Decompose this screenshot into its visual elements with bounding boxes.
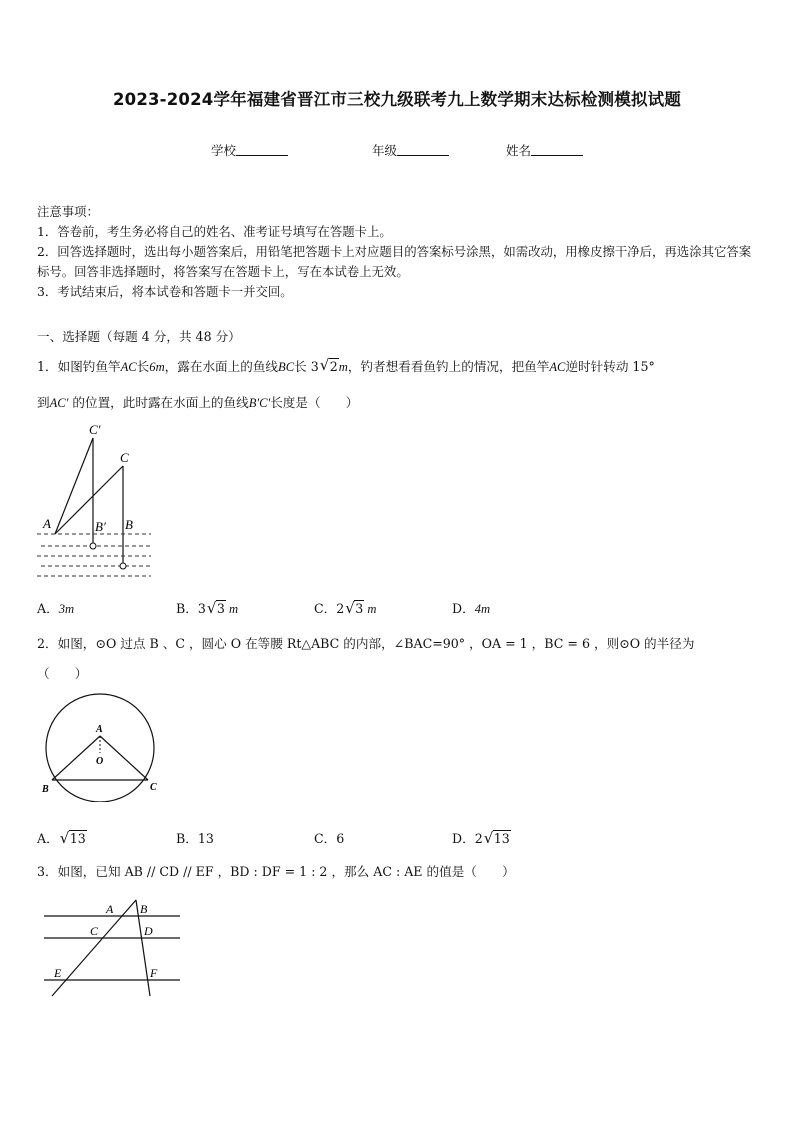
label-e: E — [54, 966, 62, 980]
label-a: A — [43, 516, 51, 531]
question-number: 3． — [37, 864, 58, 879]
notice-item: 3．考试结束后，将本试卷和答题卡一并交回。 — [37, 284, 293, 299]
name-field — [506, 141, 583, 159]
q2-option-c[interactable] — [314, 828, 344, 847]
notice-heading: 注意事项： — [37, 204, 99, 219]
q1-var-bc: BC — [278, 360, 295, 374]
q2-figure — [38, 690, 164, 802]
section-heading: 一、选择题（每题 4 分，共 48 分） — [37, 329, 241, 344]
q1-option-d[interactable] — [452, 598, 490, 617]
question-3 — [37, 862, 759, 882]
hook-circle — [120, 563, 126, 569]
question-number: 1． — [37, 359, 58, 374]
exam-title: 2023-2024学年福建省晋江市三校九级联考九上数学期末达标检测模拟试题 — [112, 90, 682, 109]
label-b-prime: B′ — [95, 519, 106, 534]
q2-option-a[interactable] — [37, 828, 87, 847]
label-b: B — [125, 517, 133, 532]
q3-figure — [40, 898, 185, 998]
grade-blank — [397, 143, 449, 156]
option-label: C． — [314, 601, 337, 616]
school-blank — [236, 143, 288, 156]
segment-ac — [100, 736, 148, 780]
option-label: B． — [176, 601, 198, 616]
option-label: A． — [37, 601, 59, 616]
q1-text: 逆时针转动 15° — [565, 359, 655, 374]
option-label: D． — [452, 831, 475, 846]
option-value: 13 — [197, 831, 214, 846]
label-b: B — [140, 902, 148, 916]
q3-text: 如图，已知 AB // CD // EF ，BD : DF = 1 : 2 ，那么 AC : AE 的值是（ ） — [57, 864, 515, 879]
label-a: A — [106, 902, 114, 916]
option-value: 4m — [474, 602, 491, 616]
q2-text: 如图，⊙O 过点 B 、C ，圆心 O 在等腰 Rt△ABC 的内部，∠BAC=90° ，OA = 1 ，BC = 6 ，则⊙O 的半径为 — [57, 636, 695, 651]
option-label: A． — [37, 831, 59, 846]
option-sqrt: √ 13 — [483, 829, 510, 847]
label-c: C — [90, 924, 99, 938]
q1-text: 的位置，此时露在水面上的鱼线 — [68, 395, 249, 410]
q1-text: 长 — [136, 359, 150, 374]
option-sqrt-value: 13 — [69, 831, 86, 846]
transversal-ae — [52, 900, 136, 996]
label-c: C — [120, 450, 129, 465]
grade-field — [372, 141, 449, 159]
school-field — [211, 141, 288, 159]
label-c-prime: C′ — [89, 422, 101, 437]
hook-circle — [90, 543, 96, 549]
q1-option-b[interactable] — [176, 598, 238, 617]
q2-paren: （ ） — [37, 666, 88, 681]
q1-text: ，露在水面上的鱼线 — [164, 359, 279, 374]
q1-text: ，钓者想看看鱼钓上的情况，把鱼竿 — [347, 359, 550, 374]
q1-text: 长 3 — [294, 359, 319, 374]
option-sqrt: √ 3 — [206, 599, 225, 617]
option-sqrt-value: 3 — [216, 601, 225, 616]
option-sqrt: √ 13 — [59, 829, 86, 847]
q2-option-d[interactable] — [452, 828, 511, 847]
q1-figure — [35, 420, 165, 580]
notice-item: 1．答卷前，考生务必将自己的姓名、准考证号填写在答题卡上。 — [37, 224, 392, 239]
q1-text: 到 — [37, 395, 50, 410]
q2-option-b[interactable] — [176, 828, 214, 847]
rod-ac — [55, 466, 123, 534]
option-label: C． — [314, 831, 337, 846]
notice-block — [37, 202, 759, 302]
option-coef: 2 — [474, 831, 483, 846]
notice-item: 2．回答选择题时，选出每小题答案后，用铅笔把答题卡上对应题目的答案标号涂黑，如需改动，用橡皮擦干净后，再选涂其它答案标号。回答非选择题时，将答案写在答题卡上，写在本试卷上无效。 — [37, 244, 752, 279]
label-a: A — [96, 724, 103, 735]
option-unit: m — [225, 602, 239, 616]
segment-ab — [52, 736, 100, 780]
option-sqrt-value: 3 — [355, 601, 364, 616]
question-1 — [37, 357, 759, 377]
rod-ac-prime — [55, 438, 93, 534]
option-unit: m — [364, 602, 377, 616]
q1-unit: m — [338, 360, 348, 374]
q1-var-ac: AC — [549, 360, 566, 374]
q1-text: 长度是（ ） — [270, 395, 359, 410]
label-c: C — [150, 782, 157, 793]
q1-var-ac: AC — [120, 360, 137, 374]
q1-var-bcp: B'C' — [248, 396, 271, 410]
name-blank — [531, 143, 583, 156]
option-sqrt: √ 3 — [345, 599, 364, 617]
label-f: F — [150, 966, 158, 980]
q1-sqrt-value: 2 — [329, 359, 338, 374]
q1-option-c[interactable] — [314, 598, 377, 617]
question-2 — [37, 634, 759, 654]
q1-option-a[interactable] — [37, 598, 74, 617]
option-label: D． — [452, 601, 475, 616]
school-label: 学校 — [211, 143, 237, 158]
name-label: 姓名 — [506, 143, 532, 158]
option-sqrt-value: 13 — [493, 831, 510, 846]
label-o: O — [96, 756, 104, 767]
option-label: B． — [176, 831, 198, 846]
option-coef: 2 — [336, 601, 345, 616]
label-d: D — [144, 924, 153, 938]
q1-var-acp: AC' — [49, 396, 69, 410]
option-value: 6 — [336, 831, 345, 846]
option-coef: 3 — [197, 601, 206, 616]
question-1-line2 — [37, 393, 759, 413]
option-value: 3m — [58, 602, 75, 616]
q1-text: 如图钓鱼竿 — [57, 359, 121, 374]
q1-length: 6m — [149, 360, 165, 374]
grade-label: 年级 — [372, 143, 398, 158]
label-b: B — [42, 784, 49, 795]
q1-sqrt: √ 2 — [319, 356, 338, 374]
question-number: 2． — [37, 636, 58, 651]
